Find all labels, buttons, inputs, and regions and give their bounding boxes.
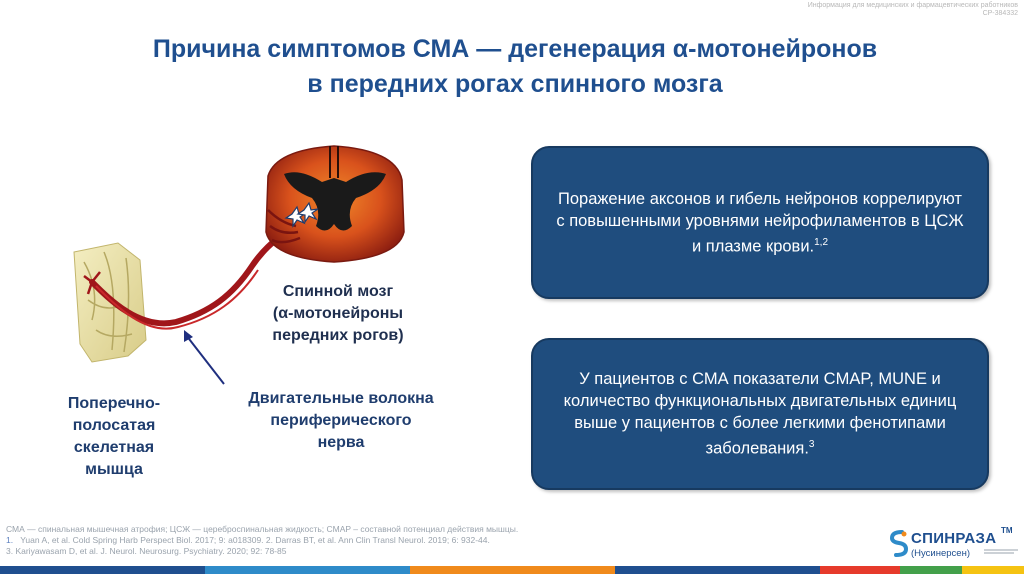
footnote-ref-1-text: Yuan A, et al. Cold Spring Harb Perspect Biol. 2017; 9: a018309. 2. Darras BT, et al. Ann Clin Transl Neurol. 2019; 6: 932-44. xyxy=(20,535,490,545)
muscle-label-line2: полосатая xyxy=(72,417,156,434)
nerve-label-line2: периферического xyxy=(270,412,412,429)
logo-fine-print xyxy=(984,548,1018,556)
info-box-cmap-mune-refs: 3 xyxy=(808,439,815,451)
color-bar-segment xyxy=(205,566,410,574)
footnote-abbreviations: СМА — спинальная мышечная атрофия; ЦСЖ — цереброспинальная жидкость; CMAP – составной потенциал действия мышцы. xyxy=(6,524,519,534)
spinal-cord-label-line1: Спинной мозг xyxy=(282,283,394,300)
color-bar-segment xyxy=(962,566,1024,574)
color-bar-segment xyxy=(410,566,615,574)
muscle-label-line4: мышца xyxy=(85,461,143,478)
spinraza-logo-icon xyxy=(888,528,910,558)
color-bar-segment xyxy=(900,566,962,574)
nerve-pointer-arrow xyxy=(184,330,224,384)
muscle-label-line3: скелетная xyxy=(73,439,155,456)
slide-title-line1: Причина симптомов СМА — дегенерация α-мотонейронов xyxy=(152,35,878,63)
slide-title-line2: в передних рогах спинного мозга xyxy=(307,70,723,98)
info-box-axon-damage-refs: 1,2 xyxy=(814,236,829,248)
info-box-axon-damage xyxy=(531,146,989,299)
footnote-ref-1-2 xyxy=(6,535,518,546)
logo-trademark: TM xyxy=(1001,526,1013,535)
nerve-label xyxy=(216,388,466,454)
logo-name: СПИНРАЗА xyxy=(911,530,997,547)
info-box-cmap-mune-text: У пациентов с СМА показатели CMAP, MUNE и количество функциональных двигательных единиц выше у пациентов с более легкими фенотипами заболевания. xyxy=(563,370,957,458)
spinal-cord-label-line3: передних рогов) xyxy=(272,327,404,344)
color-bar-segment xyxy=(615,566,820,574)
footnote-ref-1-number: 1. xyxy=(6,535,14,545)
nerve-label-line1: Двигательные волокна xyxy=(248,390,434,407)
info-box-cmap-mune xyxy=(531,338,989,490)
bottom-color-bar xyxy=(0,566,1024,574)
color-bar-segment xyxy=(0,566,205,574)
header-note-code: CP-384332 xyxy=(982,10,1018,17)
spinraza-logo xyxy=(888,526,1022,566)
spinal-cord-label xyxy=(238,281,438,347)
info-box-axon-damage-text: Поражение аксонов и гибель нейронов коррелируют с повышенными уровнями нейрофиламентов в ЦСЖ и плазме крови. xyxy=(556,189,964,256)
logo-subtitle: (Нусинерсен) xyxy=(911,548,970,559)
footnotes xyxy=(6,524,518,557)
footnote-ref-3: 3. Kariyawasam D, et al. J. Neurol. Neurosurg. Psychiatry. 2020; 92: 78-85 xyxy=(6,546,287,556)
color-bar-segment xyxy=(820,566,900,574)
muscle-label xyxy=(48,393,180,481)
spinal-cord-cross-section xyxy=(266,146,404,262)
spinal-cord-label-line2: (α-мотонейроны xyxy=(272,305,404,322)
nerve-label-line3: нерва xyxy=(317,434,365,451)
muscle-label-line1: Поперечно- xyxy=(67,395,161,412)
header-note-disclaimer: Информация для медицинских и фармацевтических работников xyxy=(807,2,1018,9)
